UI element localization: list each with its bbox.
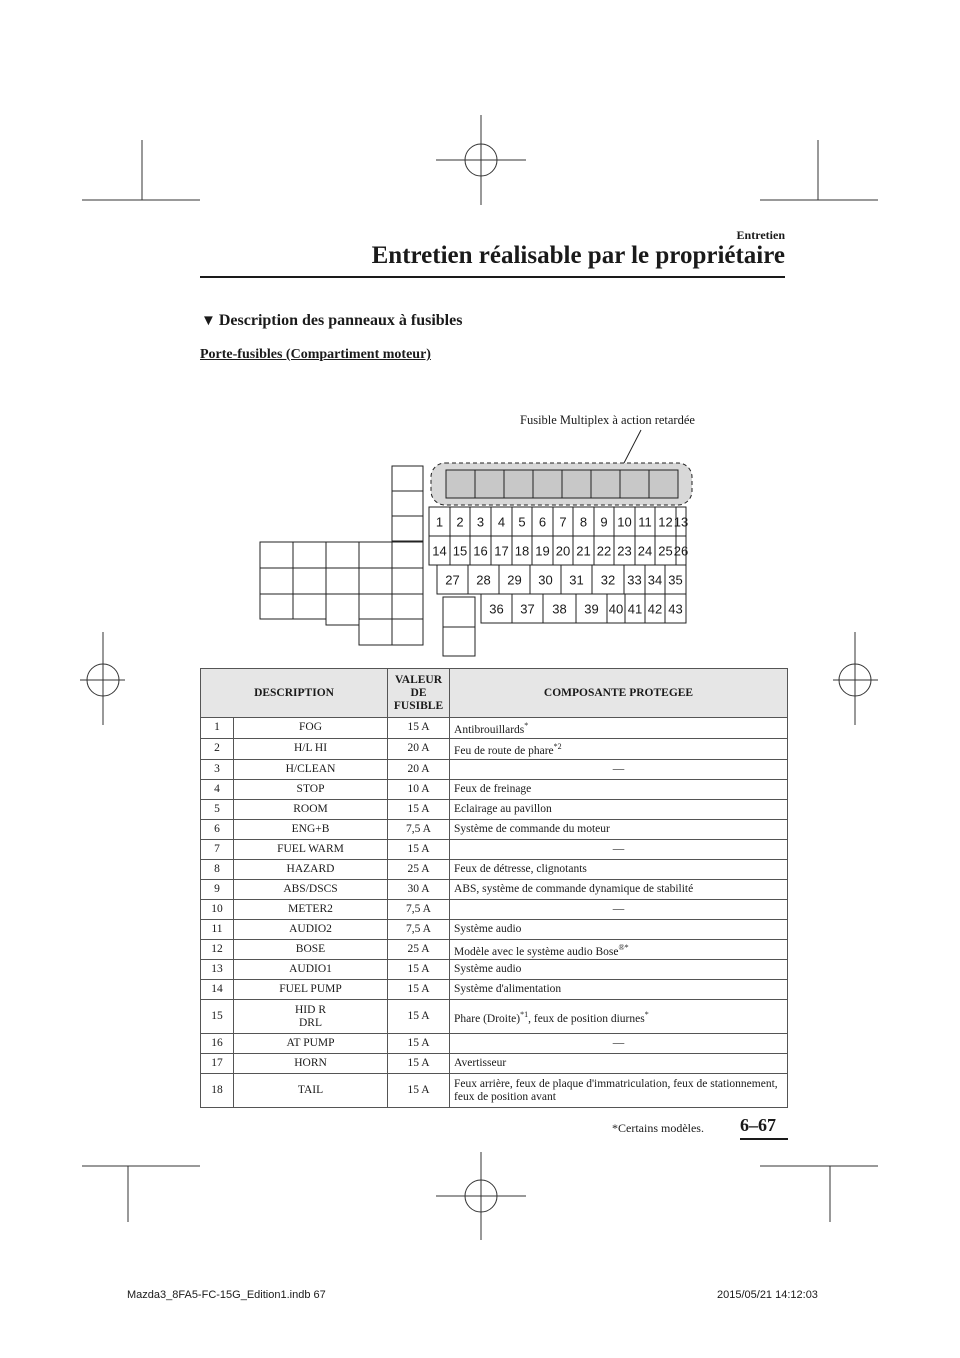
table-row [201, 1074, 788, 1108]
fuse-number-cell: 15 [201, 1000, 234, 1034]
fuse-number: 14 [432, 543, 447, 559]
fuse-description-cell: METER2 [234, 899, 388, 919]
fuse-number: 40 [608, 601, 624, 617]
fuse-number-cell: 6 [201, 819, 234, 839]
fuse-number: 23 [617, 543, 632, 559]
table-row [201, 839, 788, 859]
fuse-value-cell: 25 A [388, 859, 450, 879]
fuse-value-cell: 7,5 A [388, 919, 450, 939]
fuse-component-cell: Avertisseur [450, 1054, 788, 1074]
table-row [201, 718, 788, 739]
fuse-number: 43 [668, 601, 683, 617]
fuse-number: 1 [435, 514, 444, 530]
fuse-number: 4 [497, 514, 506, 530]
table-row [201, 1034, 788, 1054]
multiplex-fuse-slot [533, 470, 562, 498]
fuse-value-cell: 20 A [388, 738, 450, 759]
page-number: 6–67 [740, 1115, 776, 1135]
fuse-number: 18 [514, 543, 530, 559]
fuse-number: 29 [507, 572, 522, 588]
fuse-component-cell: Système de commande du moteur [450, 819, 788, 839]
fuse-component-cell: Feux arrière, feux de plaque d'immatriculation, feux de stationnement, feux de position avant [450, 1074, 788, 1108]
table-row [201, 939, 788, 960]
col-header-value: VALEUR DE FUSIBLE [388, 669, 450, 718]
fuse-component-cell: Modèle avec le système audio Bose®* [450, 939, 788, 960]
fuse-number-cell: 11 [201, 919, 234, 939]
fuse-component-cell: Phare (Droite)$^{*1}$, feux de position diurnes* [450, 1000, 788, 1034]
fuse-description-cell: H/L HI [234, 738, 388, 759]
fuse-number: 16 [473, 543, 488, 559]
fuse-number-cell: 17 [201, 1054, 234, 1074]
fuse-description-cell: AT PUMP [234, 1034, 388, 1054]
fuse-description-cell: ENG+B [234, 819, 388, 839]
fuse-number: 42 [647, 601, 663, 617]
fuse-number: 33 [627, 572, 642, 588]
fuse-component-cell: Antibrouillards* [450, 718, 788, 739]
sub-title: Porte-fusibles (Compartiment moteur) [200, 347, 431, 362]
fuse-description-cell: H/CLEAN [234, 759, 388, 779]
multiplex-fuse-slot [504, 470, 533, 498]
fuse-component-cell: — [450, 839, 788, 859]
table-row [201, 738, 788, 759]
fuse-number: 32 [600, 572, 616, 588]
fuse-number: 25 [658, 543, 673, 559]
fuse-number: 7 [559, 514, 567, 530]
fuse-number-cell: 3 [201, 759, 234, 779]
fuse-number-cell: 8 [201, 859, 234, 879]
multiplex-fuse-slot [620, 470, 649, 498]
table-row [201, 1000, 788, 1034]
fuse-component-cell: ABS, système de commande dynamique de stabilité [450, 879, 788, 899]
table-row [201, 960, 788, 980]
table-row [201, 879, 788, 899]
fuse-component-cell: Système audio [450, 960, 788, 980]
page-number-rule [740, 1138, 788, 1140]
fuse-number: 36 [489, 601, 504, 617]
print-file-line: Mazda3_8FA5-FC-15G_Edition1.indb 67 [127, 1289, 326, 1301]
fuse-number: 21 [576, 543, 591, 559]
fuse-number: 8 [579, 514, 588, 530]
fuse-number-cell: 10 [201, 899, 234, 919]
fuse-number: 28 [476, 572, 491, 588]
table-row [201, 980, 788, 1000]
fuse-value-cell: 15 A [388, 1000, 450, 1034]
triangle-down-icon: ▼ [201, 313, 216, 329]
fuse-number: 9 [600, 514, 608, 530]
multiplex-fuse-slot [591, 470, 620, 498]
fuse-number: 10 [617, 514, 632, 530]
fuse-value-cell: 7,5 A [388, 819, 450, 839]
fuse-description-cell: FUEL WARM [234, 839, 388, 859]
fuse-table [200, 668, 788, 1108]
fuse-component-cell: Système audio [450, 919, 788, 939]
fuse-description-cell: HORN [234, 1054, 388, 1074]
fuse-value-cell: 25 A [388, 939, 450, 960]
fuse-value-cell: 15 A [388, 960, 450, 980]
fuse-value-cell: 15 A [388, 799, 450, 819]
fuse-number-cell: 12 [201, 939, 234, 960]
fuse-value-cell: 10 A [388, 779, 450, 799]
fuse-description-cell: TAIL [234, 1074, 388, 1108]
fuse-value-cell: 15 A [388, 1034, 450, 1054]
fuse-number: 19 [535, 543, 550, 559]
fuse-component-cell: — [450, 899, 788, 919]
fuse-component-cell: Eclairage au pavillon [450, 799, 788, 819]
fuse-number: 24 [637, 543, 653, 559]
table-row [201, 859, 788, 879]
fuse-component-cell: — [450, 1034, 788, 1054]
fuse-number: 5 [518, 514, 526, 530]
col-header-component: COMPOSANTE PROTEGEE [450, 669, 788, 718]
multiplex-fuse-slot [475, 470, 504, 498]
fuse-value-cell: 7,5 A [388, 899, 450, 919]
fuse-number: 38 [552, 601, 567, 617]
table-row [201, 819, 788, 839]
fuse-value-cell: 15 A [388, 718, 450, 739]
fuse-number-cell: 4 [201, 779, 234, 799]
fuse-number-cell: 7 [201, 839, 234, 859]
fuse-description-cell: HID R DRL [234, 1000, 388, 1034]
fuse-number: 30 [538, 572, 553, 588]
multiplex-fuse-slot [562, 470, 591, 498]
table-row [201, 799, 788, 819]
fuse-number: 2 [456, 514, 464, 530]
fuse-description-cell: AUDIO1 [234, 960, 388, 980]
table-row [201, 759, 788, 779]
fuse-number: 3 [476, 514, 485, 530]
fuse-value-cell: 15 A [388, 1054, 450, 1074]
header-section: Entretien [736, 228, 785, 242]
header-title: Entretien réalisable par le propriétaire [371, 242, 785, 269]
fuse-component-cell: Feu de route de phare$^{*2}$ [450, 738, 788, 759]
fuse-number: 6 [538, 514, 547, 530]
fuse-number: 12 [658, 514, 673, 530]
table-row [201, 779, 788, 799]
fuse-number: 34 [647, 572, 663, 588]
fuse-number: 31 [569, 572, 584, 588]
fuse-number: 17 [494, 543, 509, 559]
fuse-value-cell: 15 A [388, 839, 450, 859]
fuse-number-cell: 16 [201, 1034, 234, 1054]
fuse-description-cell: BOSE [234, 939, 388, 960]
fuse-value-cell: 15 A [388, 980, 450, 1000]
fuse-number-cell: 14 [201, 980, 234, 1000]
fuse-component-cell: Système d'alimentation [450, 980, 788, 1000]
multiplex-fuse-slot [649, 470, 678, 498]
fuse-number: 20 [555, 543, 571, 559]
fuse-description-cell: AUDIO2 [234, 919, 388, 939]
fuse-component-cell: Feux de détresse, clignotants [450, 859, 788, 879]
fuse-value-cell: 30 A [388, 879, 450, 899]
fuse-number-cell: 18 [201, 1074, 234, 1108]
fuse-number: 15 [452, 543, 468, 559]
table-row [201, 919, 788, 939]
fuse-number: 11 [638, 514, 652, 530]
fuse-value-cell: 20 A [388, 759, 450, 779]
print-date: 2015/05/21 14:12:03 [717, 1289, 818, 1301]
fuse-number-cell: 13 [201, 960, 234, 980]
section-title-text: Description des panneaux à fusibles [218, 312, 463, 329]
fuse-value-cell: 15 A [388, 1074, 450, 1108]
fuse-number: 39 [584, 601, 599, 617]
diagram-callout: Fusible Multiplex à action retardée [520, 413, 695, 427]
fuse-description-cell: FOG [234, 718, 388, 739]
fuse-number-cell: 2 [201, 738, 234, 759]
fuse-number: 35 [668, 572, 683, 588]
fuse-number-cell: 9 [201, 879, 234, 899]
fuse-number-cell: 1 [201, 718, 234, 739]
fuse-description-cell: ABS/DSCS [234, 879, 388, 899]
multiplex-fuse-slot [446, 470, 475, 498]
fuse-description-cell: FUEL PUMP [234, 980, 388, 1000]
fuse-number-cell: 5 [201, 799, 234, 819]
fuse-description-cell: STOP [234, 779, 388, 799]
footer-note: *Certains modèles. [612, 1121, 704, 1135]
fuse-description-cell: HAZARD [234, 859, 388, 879]
fuse-component-cell: — [450, 759, 788, 779]
table-row [201, 899, 788, 919]
col-header-description: DESCRIPTION [201, 669, 388, 718]
fuse-number: 27 [445, 572, 460, 588]
fuse-component-cell: Feux de freinage [450, 779, 788, 799]
fuse-number: 13 [673, 514, 689, 530]
fuse-number: 41 [627, 601, 643, 617]
table-row [201, 1054, 788, 1074]
fuse-number: 22 [596, 543, 612, 559]
fuse-number: 26 [673, 543, 689, 559]
fuse-number: 37 [520, 601, 535, 617]
fuse-description-cell: ROOM [234, 799, 388, 819]
table-header-row [201, 669, 788, 718]
